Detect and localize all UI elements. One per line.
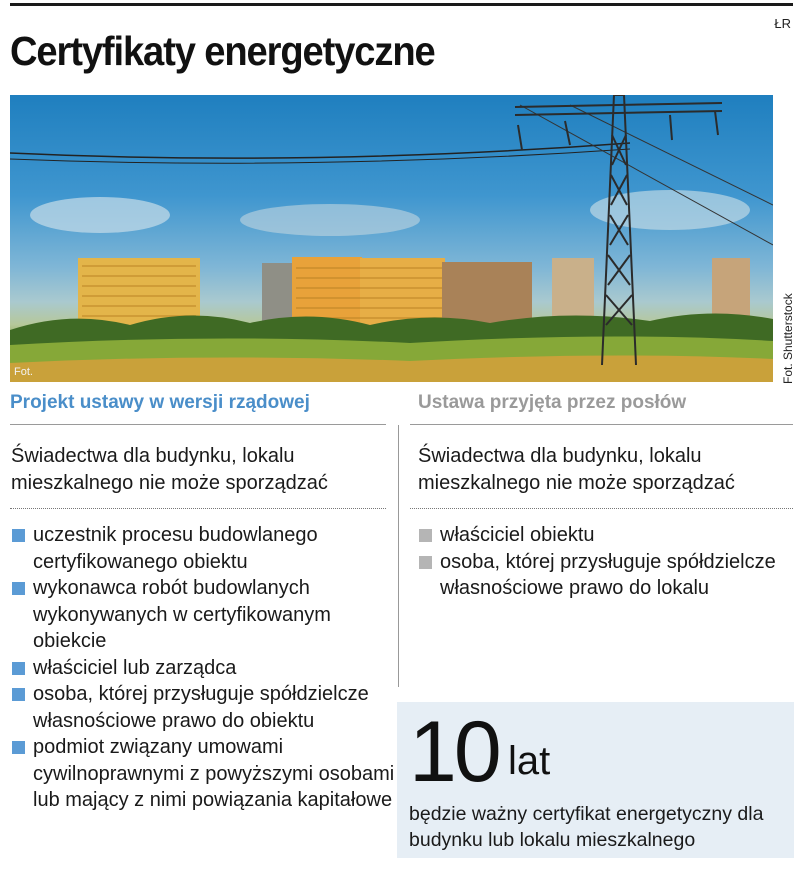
photo-credit: [781, 293, 795, 384]
list-item: [11, 575, 396, 655]
list-item-text: właściciel lub zarządca: [33, 656, 237, 679]
square-bullet-icon: [419, 529, 432, 542]
right-intro: Świadectwa dla budynku, lokalu mieszkalnego nie może sporządzać: [418, 445, 735, 494]
list-item: [418, 522, 798, 549]
list-item: [11, 681, 396, 734]
list-item-text: osoba, której przysługuje spółdzielcze własnościowe prawo do lokalu: [440, 550, 776, 599]
left-intro-divider: [10, 508, 386, 509]
square-bullet-icon: [12, 529, 25, 542]
left-heading-rule: [10, 424, 386, 425]
list-item-text: uczestnik procesu budowlanego certyfikowanego obiektu: [33, 524, 318, 573]
right-heading-rule: [410, 424, 793, 425]
right-column-heading: Ustawa przyjęta przez posłów: [418, 392, 687, 413]
list-item: [11, 655, 396, 682]
photo-corner-label: Fot.: [14, 366, 33, 378]
square-bullet-icon: [12, 741, 25, 754]
validity-unit: lat: [508, 739, 551, 783]
right-criteria-list: [418, 522, 798, 602]
photo-illustration: [10, 95, 773, 382]
square-bullet-icon: [12, 688, 25, 701]
list-item: [418, 549, 798, 602]
validity-number: 10: [409, 704, 499, 800]
square-bullet-icon: [12, 582, 25, 595]
left-criteria-list: [11, 522, 396, 814]
square-bullet-icon: [419, 556, 432, 569]
page-title: Certyfikaty energetyczne: [10, 28, 435, 74]
list-item-text: podmiot związany umowami cywilnoprawnymi z powyższymi osobami lub mający z nimi powiązania kapitałowe: [33, 736, 395, 811]
list-item: [11, 734, 396, 814]
list-item-text: właściciel obiektu: [440, 524, 595, 546]
left-intro: Świadectwa dla budynku, lokalu mieszkalnego nie może sporządzać: [11, 445, 328, 494]
left-column-heading: Projekt ustawy w wersji rządowej: [10, 392, 310, 413]
photo-credit-text: Fot. Shutterstock: [781, 293, 795, 384]
validity-highlight-box: [397, 702, 794, 858]
photo-apartment-blocks: [10, 95, 773, 382]
column-divider: [398, 425, 399, 687]
top-rule: [10, 3, 793, 6]
square-bullet-icon: [12, 662, 25, 675]
author-initials: ŁR: [774, 16, 791, 31]
list-item: [11, 522, 396, 575]
validity-description: będzie ważny certyfikat energetyczny dla budynku lub lokalu mieszkalnego: [409, 803, 764, 851]
list-item-text: wykonawca robót budowlanych wykonywanych w certyfikowanym obiekcie: [33, 577, 331, 652]
list-item-text: osoba, której przysługuje spółdzielcze własnościowe prawo do obiektu: [33, 683, 369, 732]
right-intro-divider: [410, 508, 793, 509]
